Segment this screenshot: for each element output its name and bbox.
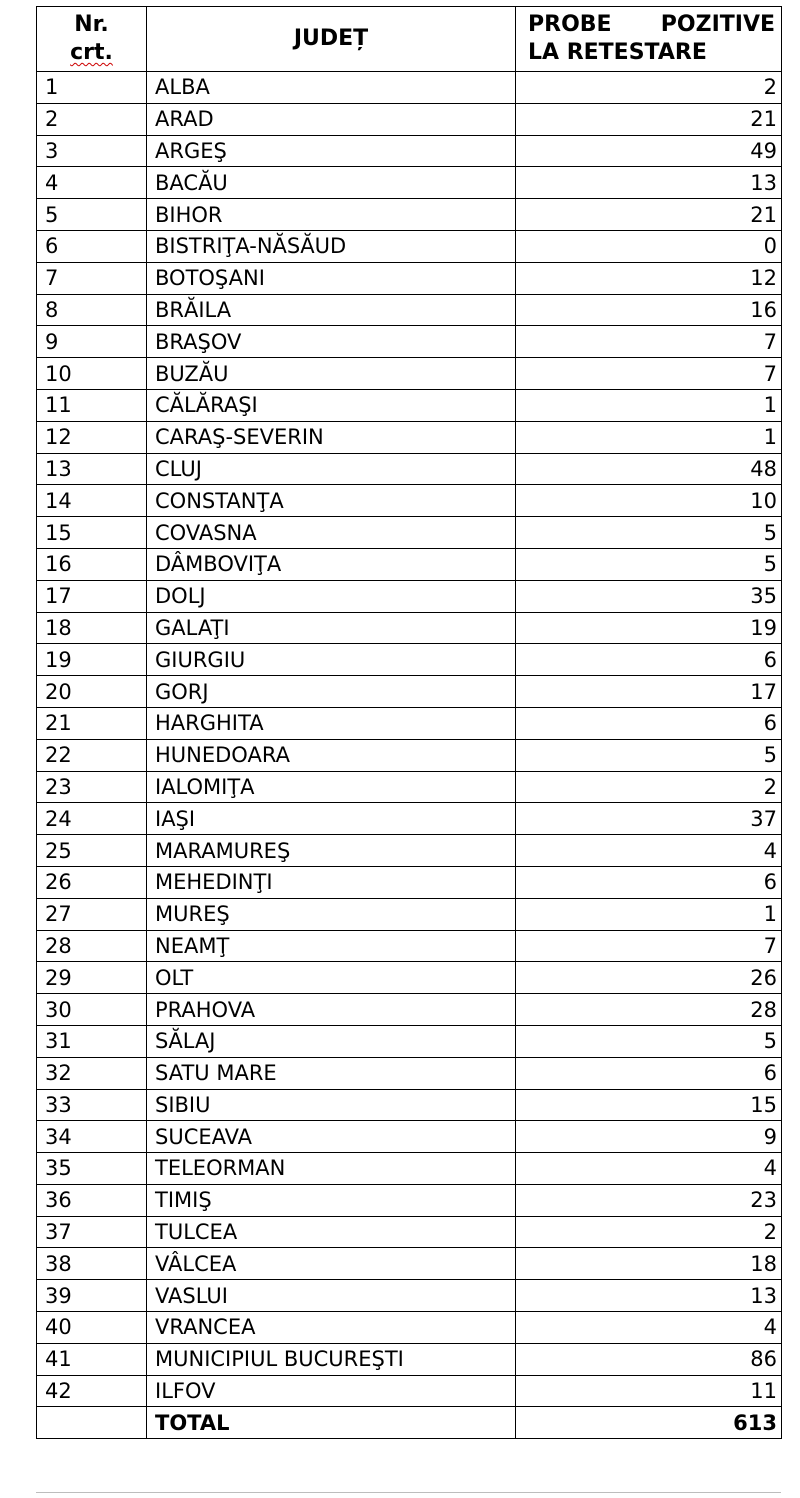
row-value-cell: 86 [516, 1343, 782, 1375]
table-row [37, 707, 782, 739]
row-nr-cell: 9 [37, 326, 147, 358]
row-value-cell: 7 [516, 930, 782, 962]
row-nr-cell: 29 [37, 962, 147, 994]
table-row [37, 898, 782, 930]
row-value-cell: 10 [516, 485, 782, 517]
row-nr-cell: 14 [37, 485, 147, 517]
table-row [37, 1216, 782, 1248]
row-value-cell: 21 [516, 199, 782, 231]
table-row [37, 421, 782, 453]
header-judet: JUDEȚ [147, 7, 516, 72]
table-row [37, 1057, 782, 1089]
county-results-table [36, 6, 782, 1439]
row-judet-cell: GIURGIU [147, 644, 516, 676]
row-value-cell: 28 [516, 994, 782, 1026]
table-row [37, 1375, 782, 1407]
table-row [37, 167, 782, 199]
table-row [37, 294, 782, 326]
row-nr-cell: 24 [37, 803, 147, 835]
row-nr-cell: 36 [37, 1184, 147, 1216]
table-row [37, 962, 782, 994]
row-judet-cell: BISTRIŢA-NĂSĂUD [147, 230, 516, 262]
table-row [37, 739, 782, 771]
row-value-cell: 17 [516, 676, 782, 708]
row-judet-cell: ARAD [147, 103, 516, 135]
header-nr-crt [37, 7, 147, 72]
row-value-cell: 0 [516, 230, 782, 262]
row-judet-cell: VÂLCEA [147, 1248, 516, 1280]
row-nr-cell: 6 [37, 230, 147, 262]
table-row [37, 262, 782, 294]
row-judet-cell: BUZĂU [147, 358, 516, 390]
row-judet-cell: MARAMUREŞ [147, 835, 516, 867]
table-row [37, 994, 782, 1026]
table-header-row [37, 7, 782, 72]
table-row [37, 1312, 782, 1344]
table-row [37, 803, 782, 835]
row-value-cell: 6 [516, 866, 782, 898]
row-value-cell: 4 [516, 835, 782, 867]
row-value-cell: 1 [516, 421, 782, 453]
table-row [37, 326, 782, 358]
total-nr-cell [37, 1407, 147, 1439]
row-value-cell: 48 [516, 453, 782, 485]
total-label: TOTAL [147, 1407, 516, 1439]
row-nr-cell: 3 [37, 135, 147, 167]
table-row [37, 580, 782, 612]
row-judet-cell: SUCEAVA [147, 1121, 516, 1153]
row-nr-cell: 12 [37, 421, 147, 453]
row-judet-cell: NEAMŢ [147, 930, 516, 962]
row-nr-cell: 15 [37, 517, 147, 549]
header-probe-pozitive [516, 7, 782, 72]
table-row [37, 930, 782, 962]
row-nr-cell: 8 [37, 294, 147, 326]
row-value-cell: 6 [516, 1057, 782, 1089]
row-nr-cell: 35 [37, 1153, 147, 1185]
row-nr-cell: 17 [37, 580, 147, 612]
row-nr-cell: 34 [37, 1121, 147, 1153]
row-judet-cell: TIMIŞ [147, 1184, 516, 1216]
row-judet-cell: MUNICIPIUL BUCUREŞTI [147, 1343, 516, 1375]
row-nr-cell: 21 [37, 707, 147, 739]
row-nr-cell: 38 [37, 1248, 147, 1280]
table-row [37, 548, 782, 580]
row-judet-cell: DOLJ [147, 580, 516, 612]
row-nr-cell: 22 [37, 739, 147, 771]
row-judet-cell: SATU MARE [147, 1057, 516, 1089]
row-judet-cell: ARGEŞ [147, 135, 516, 167]
row-nr-cell: 40 [37, 1312, 147, 1344]
row-value-cell: 5 [516, 1025, 782, 1057]
row-nr-cell: 39 [37, 1280, 147, 1312]
row-judet-cell: ALBA [147, 72, 516, 104]
table-row [37, 453, 782, 485]
row-value-cell: 37 [516, 803, 782, 835]
row-nr-cell: 41 [37, 1343, 147, 1375]
table-row [37, 1089, 782, 1121]
table-row [37, 866, 782, 898]
row-value-cell: 7 [516, 326, 782, 358]
row-judet-cell: COVASNA [147, 517, 516, 549]
table-row [37, 230, 782, 262]
table-row [37, 1184, 782, 1216]
table-row [37, 676, 782, 708]
row-judet-cell: CARAŞ-SEVERIN [147, 421, 516, 453]
table-row [37, 135, 782, 167]
row-nr-cell: 42 [37, 1375, 147, 1407]
row-judet-cell: BRAŞOV [147, 326, 516, 358]
row-judet-cell: HUNEDOARA [147, 739, 516, 771]
row-judet-cell: BOTOŞANI [147, 262, 516, 294]
row-nr-cell: 2 [37, 103, 147, 135]
row-nr-cell: 33 [37, 1089, 147, 1121]
row-value-cell: 23 [516, 1184, 782, 1216]
row-judet-cell: IAŞI [147, 803, 516, 835]
table-row [37, 485, 782, 517]
row-value-cell: 11 [516, 1375, 782, 1407]
table-row [37, 358, 782, 390]
row-judet-cell: TULCEA [147, 1216, 516, 1248]
table-row [37, 644, 782, 676]
row-judet-cell: TELEORMAN [147, 1153, 516, 1185]
row-value-cell: 49 [516, 135, 782, 167]
header-probe-line1: PROBE POZITIVE [528, 12, 775, 37]
table-row [37, 103, 782, 135]
row-value-cell: 6 [516, 644, 782, 676]
row-nr-cell: 1 [37, 72, 147, 104]
row-nr-cell: 4 [37, 167, 147, 199]
row-judet-cell: OLT [147, 962, 516, 994]
table-row [37, 1025, 782, 1057]
row-value-cell: 2 [516, 72, 782, 104]
row-judet-cell: SĂLAJ [147, 1025, 516, 1057]
table-row [37, 835, 782, 867]
row-judet-cell: PRAHOVA [147, 994, 516, 1026]
table-body [37, 72, 782, 1407]
row-judet-cell: GALAŢI [147, 612, 516, 644]
row-nr-cell: 23 [37, 771, 147, 803]
row-value-cell: 13 [516, 167, 782, 199]
row-judet-cell: BACĂU [147, 167, 516, 199]
header-nr-line1: Nr. [74, 12, 109, 37]
row-value-cell: 13 [516, 1280, 782, 1312]
row-judet-cell: ILFOV [147, 1375, 516, 1407]
row-judet-cell: CONSTANŢA [147, 485, 516, 517]
row-nr-cell: 20 [37, 676, 147, 708]
row-judet-cell: VRANCEA [147, 1312, 516, 1344]
row-value-cell: 26 [516, 962, 782, 994]
row-value-cell: 2 [516, 1216, 782, 1248]
table-row [37, 517, 782, 549]
row-judet-cell: VASLUI [147, 1280, 516, 1312]
row-judet-cell: HARGHITA [147, 707, 516, 739]
table-row [37, 771, 782, 803]
row-value-cell: 15 [516, 1089, 782, 1121]
row-value-cell: 12 [516, 262, 782, 294]
row-judet-cell: BIHOR [147, 199, 516, 231]
page-bottom-rule [36, 1492, 781, 1493]
row-judet-cell: GORJ [147, 676, 516, 708]
row-nr-cell: 13 [37, 453, 147, 485]
table-row [37, 199, 782, 231]
row-value-cell: 6 [516, 707, 782, 739]
row-nr-cell: 26 [37, 866, 147, 898]
row-value-cell: 5 [516, 517, 782, 549]
row-nr-cell: 25 [37, 835, 147, 867]
row-judet-cell: CLUJ [147, 453, 516, 485]
row-judet-cell: MUREŞ [147, 898, 516, 930]
row-value-cell: 1 [516, 898, 782, 930]
row-judet-cell: SIBIU [147, 1089, 516, 1121]
header-nr-line2: crt. [70, 40, 113, 65]
row-nr-cell: 32 [37, 1057, 147, 1089]
row-nr-cell: 18 [37, 612, 147, 644]
row-nr-cell: 5 [37, 199, 147, 231]
total-value: 613 [516, 1407, 782, 1439]
row-value-cell: 7 [516, 358, 782, 390]
row-value-cell: 18 [516, 1248, 782, 1280]
row-nr-cell: 16 [37, 548, 147, 580]
row-value-cell: 16 [516, 294, 782, 326]
table-row [37, 1153, 782, 1185]
row-nr-cell: 10 [37, 358, 147, 390]
row-value-cell: 2 [516, 771, 782, 803]
table-row [37, 1248, 782, 1280]
row-value-cell: 4 [516, 1312, 782, 1344]
row-judet-cell: BRĂILA [147, 294, 516, 326]
row-value-cell: 21 [516, 103, 782, 135]
row-nr-cell: 19 [37, 644, 147, 676]
row-value-cell: 5 [516, 739, 782, 771]
row-nr-cell: 27 [37, 898, 147, 930]
total-row [37, 1407, 782, 1439]
row-nr-cell: 31 [37, 1025, 147, 1057]
row-value-cell: 4 [516, 1153, 782, 1185]
table-row [37, 1343, 782, 1375]
row-judet-cell: MEHEDINŢI [147, 866, 516, 898]
row-value-cell: 35 [516, 580, 782, 612]
table-row [37, 1121, 782, 1153]
table-row [37, 1280, 782, 1312]
row-nr-cell: 30 [37, 994, 147, 1026]
row-nr-cell: 28 [37, 930, 147, 962]
table-row [37, 389, 782, 421]
row-nr-cell: 37 [37, 1216, 147, 1248]
row-value-cell: 9 [516, 1121, 782, 1153]
table-row [37, 72, 782, 104]
row-nr-cell: 7 [37, 262, 147, 294]
row-judet-cell: IALOMIŢA [147, 771, 516, 803]
row-value-cell: 1 [516, 389, 782, 421]
row-judet-cell: CĂLĂRAŞI [147, 389, 516, 421]
row-value-cell: 19 [516, 612, 782, 644]
row-judet-cell: DÂMBOVIŢA [147, 548, 516, 580]
header-probe-line2: LA RETESTARE [528, 40, 707, 65]
row-value-cell: 5 [516, 548, 782, 580]
row-nr-cell: 11 [37, 389, 147, 421]
table-row [37, 612, 782, 644]
